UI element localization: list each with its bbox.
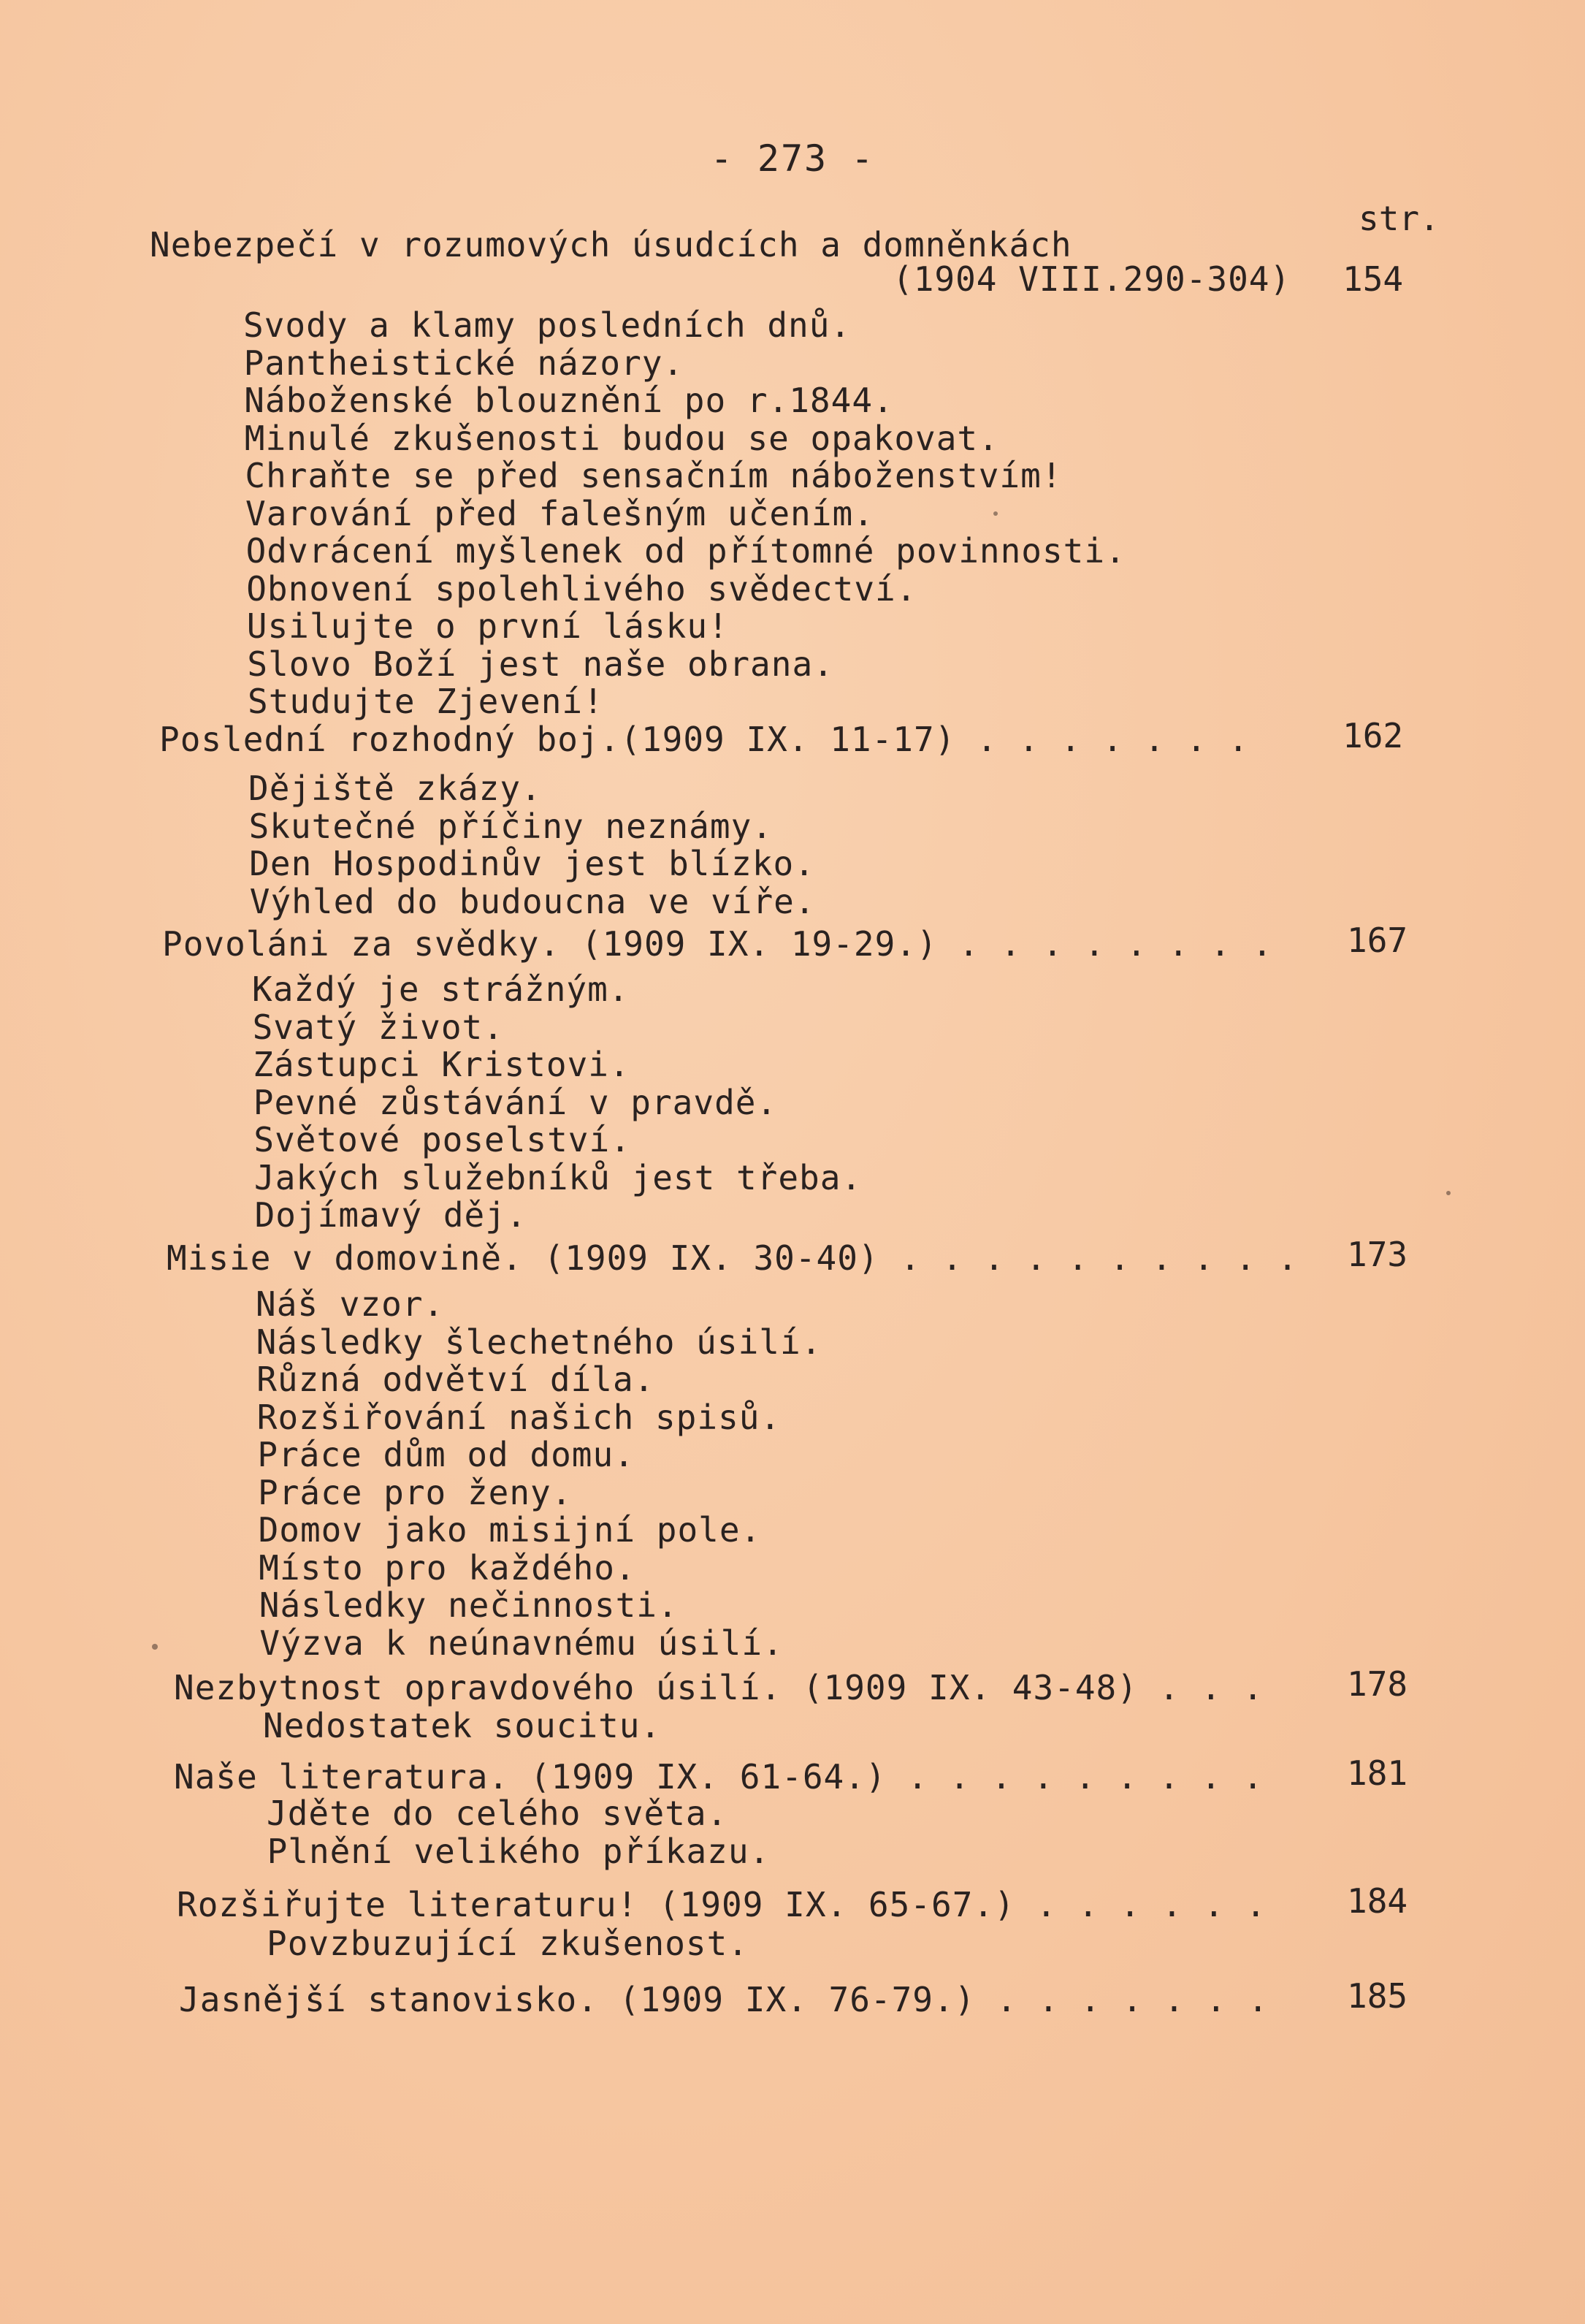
toc-subitem: Usilujte o první lásku! — [246, 606, 729, 646]
toc-entry-title: Nebezpečí v rozumových úsudcích a domněnkách — [150, 225, 1072, 264]
toc-subitem: Každý je strážným. — [252, 969, 630, 1009]
page-column-header: str. — [1359, 199, 1440, 238]
toc-subitem: Místo pro každého. — [259, 1547, 636, 1588]
toc-subitem: Rozšiřování našich spisů. — [256, 1397, 782, 1437]
toc-entry-title: Naše literatura. (1909 IX. 61-64.) . . . . . . . . . — [174, 1757, 1264, 1797]
toc-subitem: Varování před falešným učením. — [245, 493, 874, 533]
toc-subitem: Náboženské blouznění po r.1844. — [244, 381, 894, 420]
toc-subitem: Práce dům od domu. — [257, 1435, 635, 1474]
toc-subitem: Plnění velikého příkazu. — [267, 1831, 771, 1871]
toc-entry-title: Nezbytnost opravdového úsilí. (1909 IX. 43-48) . . . — [174, 1668, 1264, 1707]
toc-subitem: Slovo Boží jest naše obrana. — [247, 644, 834, 684]
paper-speck — [993, 511, 998, 516]
toc-subitem: Výzva k neúnavnému úsilí. — [259, 1623, 784, 1663]
toc-entry-reference: (1904 VIII.290-304) — [893, 259, 1291, 299]
toc-entry-page: 173 — [1347, 1235, 1408, 1274]
toc-subitem: Následky šlechetného úsilí. — [256, 1322, 822, 1362]
toc-entry-title: Povoláni za svědky. (1909 IX. 19-29.) . . . . . . . . — [162, 924, 1273, 964]
toc-subitem: Práce pro ženy. — [258, 1472, 573, 1512]
toc-subitem: Svody a klamy posledních dnů. — [243, 305, 852, 345]
toc-subitem: Následky nečinnosti. — [259, 1585, 679, 1625]
toc-subitem: Povzbuzující zkušenost. — [267, 1924, 749, 1963]
toc-entry-page: 178 — [1347, 1664, 1408, 1704]
toc-subitem: Nedostatek soucitu. — [263, 1706, 662, 1745]
toc-entry-page: 181 — [1347, 1753, 1408, 1793]
toc-subitem: Různá odvětví díla. — [256, 1360, 655, 1399]
toc-subitem: Pevné zůstávání v pravdě. — [253, 1082, 778, 1122]
page-number: - 273 - — [710, 137, 875, 180]
toc-subitem: Odvrácení myšlenek od přítomné povinnosti. — [245, 531, 1126, 571]
toc-subitem: Minulé zkušenosti budou se opakovat. — [244, 418, 999, 458]
toc-subitem: Obnovení spolehlivého svědectví. — [246, 568, 917, 609]
paper-speck — [1446, 1191, 1451, 1195]
toc-subitem: Svatý život. — [252, 1007, 504, 1047]
paper-speck — [152, 1644, 158, 1650]
toc-subitem: Studujte Zjevení! — [248, 682, 604, 721]
toc-entry-page: 185 — [1347, 1976, 1408, 2016]
toc-subitem: Jděte do celého světa. — [267, 1794, 728, 1833]
toc-subitem: Dojímavý děj. — [254, 1195, 527, 1235]
toc-entry-page: 167 — [1347, 921, 1408, 960]
toc-subitem: Chraňte se před sensačním náboženstvím! — [245, 456, 1063, 495]
toc-entry-page: 162 — [1343, 716, 1404, 755]
toc-entry-title: Rozšiřujte literaturu! (1909 IX. 65-67.) . . . . . . — [177, 1885, 1267, 1924]
toc-subitem: Světové poselství. — [253, 1120, 631, 1159]
toc-entry-page: 184 — [1347, 1881, 1408, 1921]
toc-subitem: Zástupci Kristovi. — [253, 1045, 630, 1084]
toc-subitem: Náš vzor. — [256, 1284, 445, 1324]
toc-subitem: Pantheistické názory. — [243, 343, 684, 383]
toc-entry-page: 154 — [1343, 259, 1404, 299]
toc-entry-title: Misie v domovině. (1909 IX. 30-40) . . . . . . . . . . — [167, 1238, 1299, 1278]
toc-subitem: Jakých služebníků jest třeba. — [254, 1157, 863, 1197]
toc-entry-title: Jasnější stanovisko. (1909 IX. 76-79.) . . . . . . . — [179, 1980, 1269, 2019]
toc-subitem: Den Hospodinův jest blízko. — [249, 844, 815, 883]
toc-entry-title: Poslední rozhodný boj.(1909 IX. 11-17) . . . . . . . — [159, 720, 1250, 759]
toc-subitem: Dějiště zkázy. — [248, 769, 542, 808]
toc-subitem: Výhled do budoucna ve víře. — [249, 881, 816, 921]
toc-subitem: Domov jako misijní pole. — [258, 1510, 762, 1550]
toc-subitem: Skutečné příčiny neznámy. — [248, 806, 773, 846]
